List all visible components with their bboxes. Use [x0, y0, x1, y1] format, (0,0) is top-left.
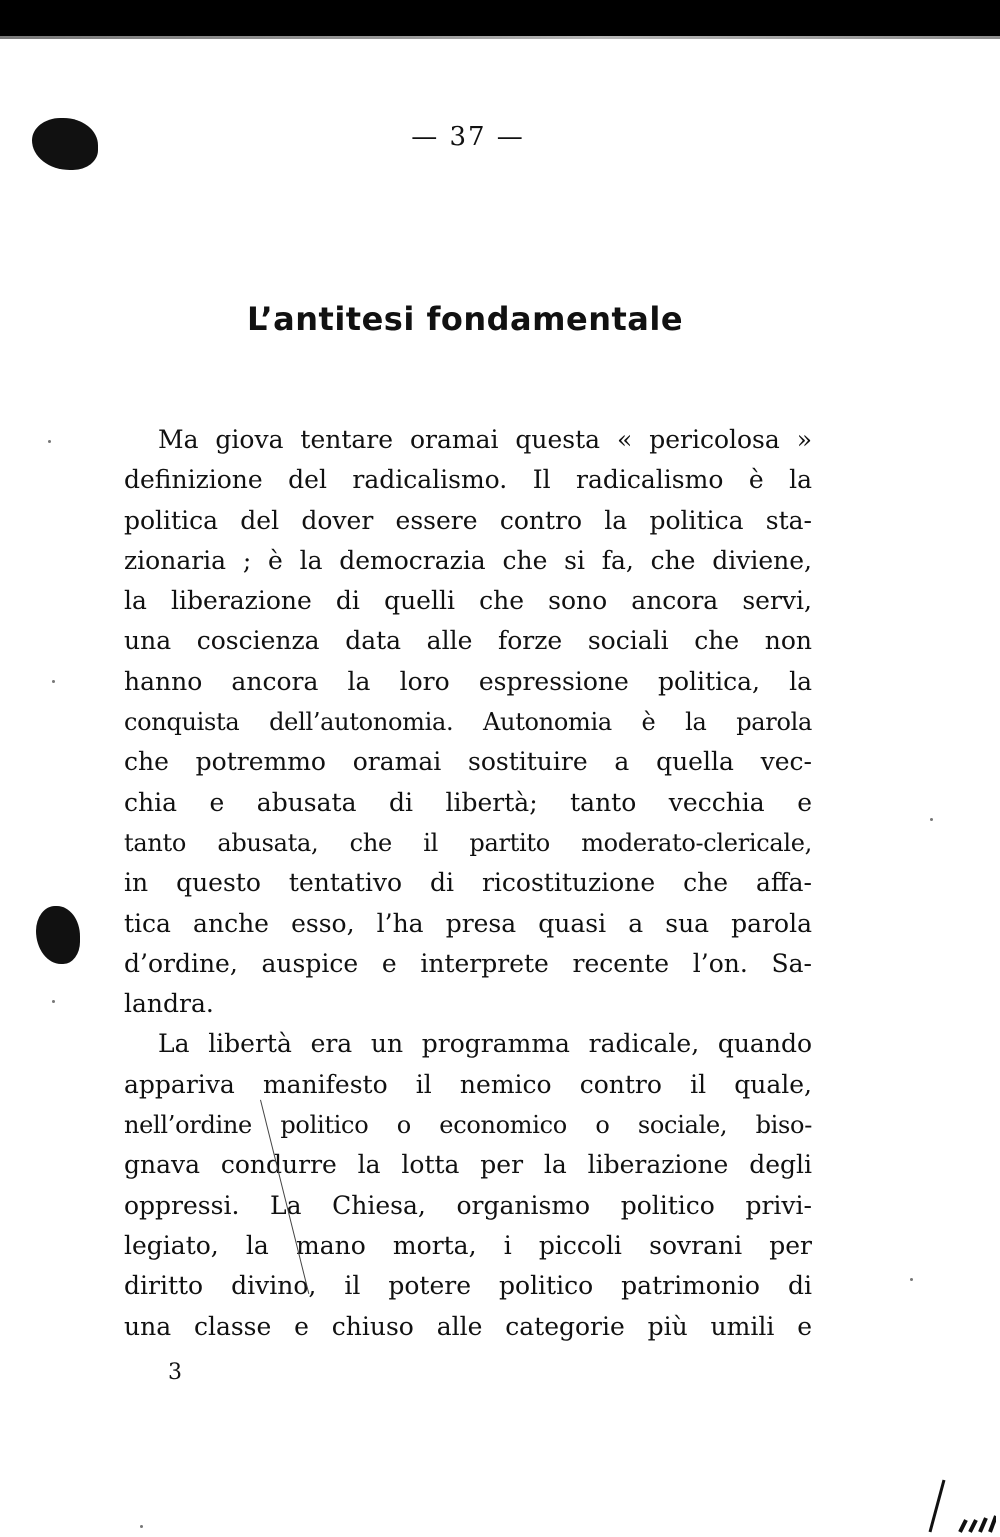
- text-line: tanto abusata, che il partito moderato-clericale,: [124, 828, 812, 857]
- text-line: politica del dover essere contro la politica sta-: [124, 505, 812, 535]
- scan-ink-blot: [36, 906, 80, 964]
- text-line: in questo tentativo di ricostituzione che affa-: [124, 868, 812, 898]
- scan-speck: [48, 440, 51, 443]
- text-line: definizione del radicalismo. Il radicalismo è la: [124, 465, 812, 495]
- scan-speck: [140, 1525, 143, 1528]
- scan-edge-line: [0, 36, 1000, 39]
- scan-ink-blot: [32, 118, 98, 170]
- text-line: nell’ordine politico o economico o sociale, biso-: [124, 1111, 812, 1140]
- text-line: la liberazione di quelli che sono ancora servi,: [124, 586, 812, 616]
- text-line: tica anche esso, l’ha presa quasi a sua parola: [124, 908, 812, 938]
- scan-speck: [910, 1278, 913, 1281]
- text-line: zionaria ; è la democrazia che si fa, che diviene,: [124, 545, 812, 575]
- text-line: oppressi. La Chiesa, organismo politico privi-: [124, 1190, 812, 1220]
- text-line: una coscienza data alle forze sociali che non: [124, 626, 812, 656]
- scan-corner-marks: [926, 1478, 996, 1534]
- text-line: legiato, la mano morta, i piccoli sovrani per: [124, 1230, 812, 1260]
- page-number: — 37 —: [411, 122, 525, 152]
- scan-top-border: [0, 0, 1000, 36]
- text-line: d’ordine, auspice e interprete recente l’on. Sa-: [124, 948, 812, 978]
- text-line: conquista dell’autonomia. Autonomia è la parola: [124, 708, 812, 737]
- scan-speck: [52, 1000, 55, 1003]
- chapter-title: L’antitesi fondamentale: [246, 300, 684, 338]
- text-line: landra.: [124, 989, 214, 1019]
- text-line: Ma giova tentare oramai questa « pericolosa »: [158, 425, 812, 454]
- signature-mark: 3: [168, 1360, 182, 1385]
- text-line: chia e abusata di libertà; tanto vecchia e: [124, 787, 812, 817]
- text-line: che potremmo oramai sostituire a quella vec-: [124, 747, 812, 777]
- text-line: diritto divino, il potere politico patrimonio di: [124, 1271, 812, 1301]
- text-line: hanno ancora la loro espressione politica, la: [124, 666, 812, 696]
- text-line: La libertà era un programma radicale, quando: [158, 1029, 812, 1059]
- text-line: appariva manifesto il nemico contro il quale,: [124, 1069, 812, 1099]
- text-line: gnava condurre la lotta per la liberazione degli: [124, 1150, 812, 1180]
- scan-speck: [930, 818, 933, 821]
- text-line: una classe e chiuso alle categorie più umili e: [124, 1311, 812, 1341]
- body-text: [124, 420, 812, 1347]
- scan-speck: [52, 680, 55, 683]
